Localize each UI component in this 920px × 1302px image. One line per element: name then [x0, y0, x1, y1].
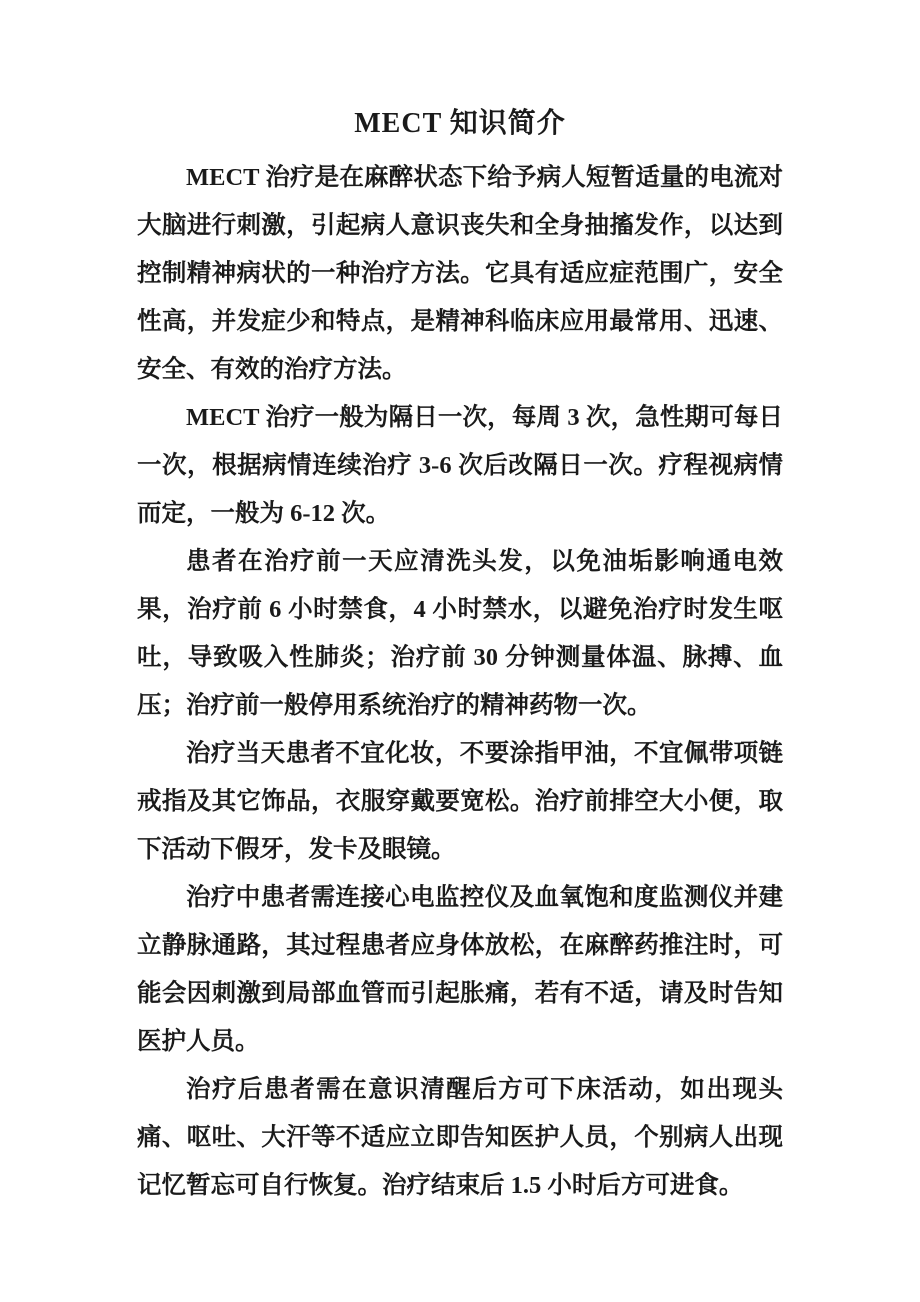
paragraph-during-treatment: 治疗中患者需连接心电监控仪及血氧饱和度监测仪并建立静脉通路，其过程患者应身体放松，在麻醉药推注时，可能会因刺激到局部血管而引起胀痛，若有不适，请及时告知医护人员。: [137, 884, 783, 1055]
document-body: [137, 154, 783, 1210]
paragraph-post-treatment: 治疗后患者需在意识清醒后方可下床活动，如出现头痛、呕吐、大汗等不适应立即告知医护人员，个别病人出现记忆暂忘可自行恢复。治疗结束后 1.5 小时后方可进食。: [137, 1076, 783, 1199]
paragraph-frequency: MECT 治疗一般为隔日一次，每周 3 次，急性期可每日一次，根据病情连续治疗 3-6 次后改隔日一次。疗程视病情而定，一般为 6-12 次。: [137, 404, 783, 527]
paragraph-pre-treatment: 患者在治疗前一天应清洗头发，以免油垢影响通电效果，治疗前 6 小时禁食，4 小时禁水，以避免治疗时发生呕吐，导致吸入性肺炎；治疗前 30 分钟测量体温、脉搏、血压；治疗前一般停用系统治疗的精神药物一次。: [137, 548, 783, 719]
document-title: MECT 知识简介: [354, 108, 566, 139]
paragraph-intro: MECT 治疗是在麻醉状态下给予病人短暂适量的电流对大脑进行刺激，引起病人意识丧失和全身抽搐发作，以达到控制精神病状的一种治疗方法。它具有适应症范围广，安全性高，并发症少和特点，是精神科临床应用最常用、迅速、安全、有效的治疗方法。: [137, 164, 783, 383]
paragraph-day-of-treatment: 治疗当天患者不宜化妆，不要涂指甲油，不宜佩带项链戒指及其它饰品，衣服穿戴要宽松。治疗前排空大小便，取下活动下假牙，发卡及眼镜。: [137, 740, 783, 863]
